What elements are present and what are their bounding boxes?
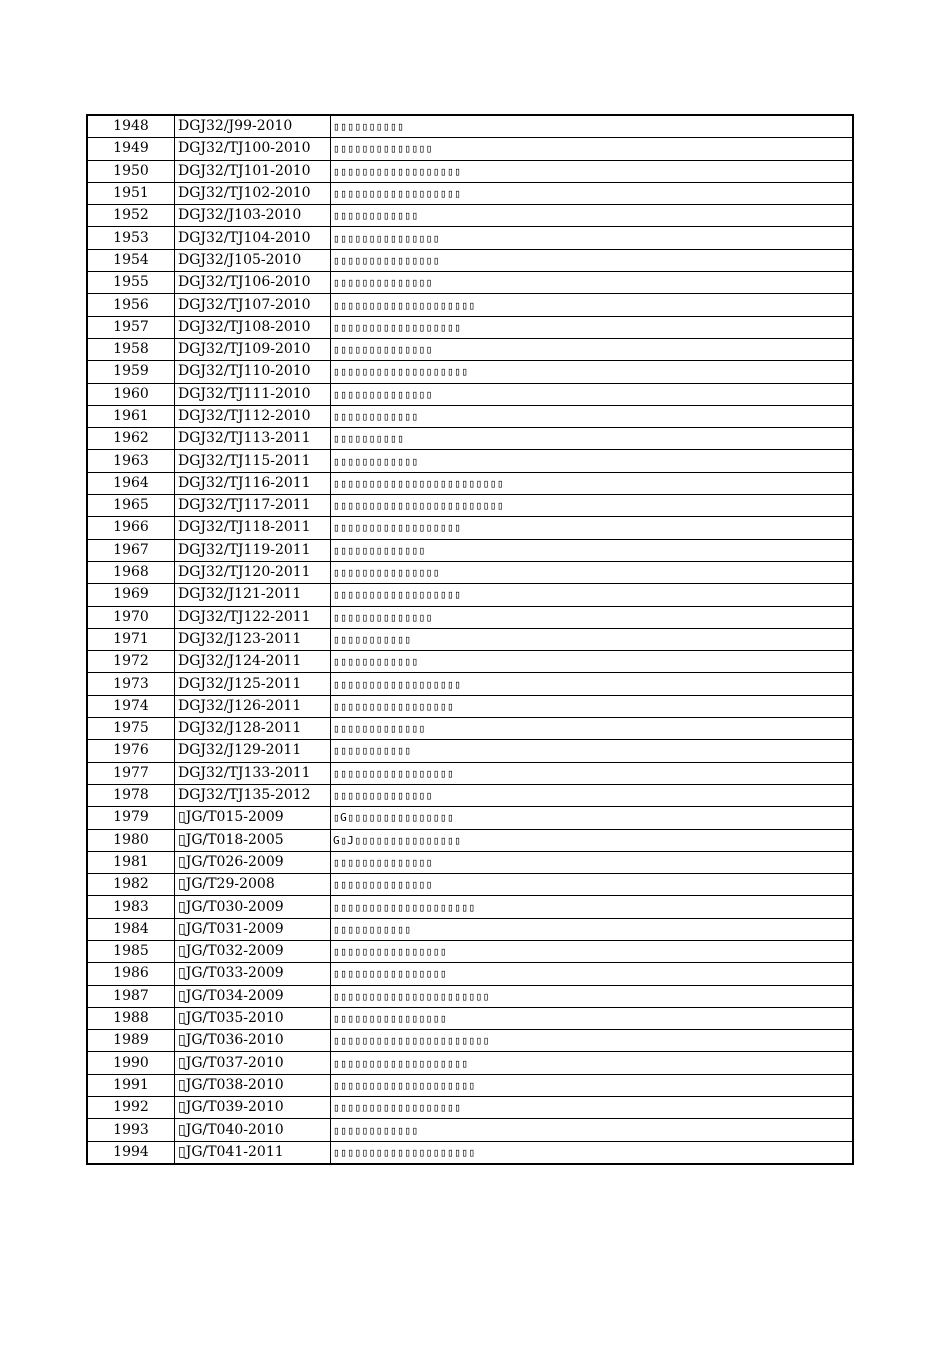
table-row xyxy=(87,1074,853,1096)
standard-name-cell: ▯▯▯▯▯▯▯▯▯▯▯▯▯▯▯▯▯▯▯▯▯▯ xyxy=(331,1030,854,1052)
table-row xyxy=(87,940,853,962)
row-number-cell: 1985 xyxy=(87,940,175,962)
table-row xyxy=(87,405,853,427)
standard-code-cell: DGJ32/TJ104-2010 xyxy=(175,227,331,249)
row-number-cell: 1979 xyxy=(87,807,175,829)
standard-name-cell: ▯▯▯▯▯▯▯▯▯▯▯▯▯▯▯▯▯▯ xyxy=(331,584,854,606)
table-row xyxy=(87,718,853,740)
standard-name-cell: ▯▯▯▯▯▯▯▯▯▯▯ xyxy=(331,918,854,940)
row-number-cell: 1987 xyxy=(87,985,175,1007)
table-row xyxy=(87,784,853,806)
table-row xyxy=(87,561,853,583)
table-row xyxy=(87,361,853,383)
row-number-cell: 1981 xyxy=(87,851,175,873)
standard-code-cell: DGJ32/TJ101-2010 xyxy=(175,160,331,182)
table-row xyxy=(87,115,853,138)
standard-name-cell: ▯▯▯▯▯▯▯▯▯▯▯▯ xyxy=(331,205,854,227)
row-number-cell: 1990 xyxy=(87,1052,175,1074)
standard-code-cell: DGJ32/J99-2010 xyxy=(175,115,331,138)
standard-code-cell: DGJ32/J129-2011 xyxy=(175,740,331,762)
table-row xyxy=(87,651,853,673)
standard-code-cell: DGJ32/TJ106-2010 xyxy=(175,272,331,294)
standard-code-cell: ▯JG/T015-2009 xyxy=(175,807,331,829)
table-row xyxy=(87,338,853,360)
row-number-cell: 1992 xyxy=(87,1097,175,1119)
row-number-cell: 1991 xyxy=(87,1074,175,1096)
row-number-cell: 1963 xyxy=(87,450,175,472)
row-number-cell: 1960 xyxy=(87,383,175,405)
standard-code-cell: DGJ32/J125-2011 xyxy=(175,673,331,695)
table-row xyxy=(87,495,853,517)
row-number-cell: 1978 xyxy=(87,784,175,806)
table-row xyxy=(87,918,853,940)
standard-code-cell: ▯JG/T038-2010 xyxy=(175,1074,331,1096)
row-number-cell: 1958 xyxy=(87,338,175,360)
standards-table-body xyxy=(87,115,853,1164)
standard-name-cell: ▯▯▯▯▯▯▯▯▯▯▯▯▯▯▯▯▯▯▯▯▯▯▯▯ xyxy=(331,495,854,517)
table-row xyxy=(87,807,853,829)
standard-code-cell: DGJ32/J128-2011 xyxy=(175,718,331,740)
row-number-cell: 1984 xyxy=(87,918,175,940)
row-number-cell: 1993 xyxy=(87,1119,175,1141)
standard-code-cell: DGJ32/TJ110-2010 xyxy=(175,361,331,383)
row-number-cell: 1986 xyxy=(87,963,175,985)
table-row xyxy=(87,628,853,650)
standard-name-cell: ▯▯▯▯▯▯▯▯▯▯▯▯▯▯▯▯▯▯ xyxy=(331,673,854,695)
standard-code-cell: ▯JG/T039-2010 xyxy=(175,1097,331,1119)
standard-name-cell: ▯▯▯▯▯▯▯▯▯▯▯▯▯▯▯ xyxy=(331,227,854,249)
standard-name-cell: ▯▯▯▯▯▯▯▯▯▯▯▯▯▯▯▯▯▯▯▯ xyxy=(331,1074,854,1096)
table-row xyxy=(87,272,853,294)
table-row xyxy=(87,695,853,717)
table-row xyxy=(87,294,853,316)
standard-code-cell: DGJ32/TJ122-2011 xyxy=(175,606,331,628)
row-number-cell: 1982 xyxy=(87,874,175,896)
row-number-cell: 1961 xyxy=(87,405,175,427)
standard-name-cell: ▯▯▯▯▯▯▯▯▯▯▯▯▯▯▯▯▯▯▯▯ xyxy=(331,1141,854,1164)
table-row xyxy=(87,1097,853,1119)
table-row xyxy=(87,985,853,1007)
standard-code-cell: ▯JG/T034-2009 xyxy=(175,985,331,1007)
standard-code-cell: DGJ32/J121-2011 xyxy=(175,584,331,606)
standard-code-cell: DGJ32/TJ116-2011 xyxy=(175,472,331,494)
standards-table xyxy=(86,114,854,1165)
standard-name-cell: ▯▯▯▯▯▯▯▯▯▯▯▯▯▯ xyxy=(331,874,854,896)
standard-code-cell: DGJ32/TJ102-2010 xyxy=(175,182,331,204)
table-row xyxy=(87,316,853,338)
standard-name-cell: ▯▯▯▯▯▯▯▯▯▯▯▯▯▯▯▯▯▯ xyxy=(331,1097,854,1119)
standard-name-cell: ▯▯▯▯▯▯▯▯▯▯▯▯▯▯▯▯▯▯▯▯ xyxy=(331,294,854,316)
row-number-cell: 1954 xyxy=(87,249,175,271)
standard-code-cell: DGJ32/TJ115-2011 xyxy=(175,450,331,472)
standard-name-cell: ▯▯▯▯▯▯▯▯▯▯▯▯ xyxy=(331,450,854,472)
row-number-cell: 1948 xyxy=(87,115,175,138)
standard-name-cell: ▯▯▯▯▯▯▯▯▯▯▯▯▯▯ xyxy=(331,606,854,628)
row-number-cell: 1980 xyxy=(87,829,175,851)
standard-name-cell: ▯▯▯▯▯▯▯▯▯▯▯▯▯▯▯▯▯▯▯ xyxy=(331,1052,854,1074)
row-number-cell: 1988 xyxy=(87,1007,175,1029)
table-row xyxy=(87,383,853,405)
standard-code-cell: ▯JG/T035-2010 xyxy=(175,1007,331,1029)
standard-code-cell: DGJ32/J123-2011 xyxy=(175,628,331,650)
row-number-cell: 1974 xyxy=(87,695,175,717)
table-row xyxy=(87,1141,853,1164)
row-number-cell: 1994 xyxy=(87,1141,175,1164)
table-row xyxy=(87,1119,853,1141)
table-row xyxy=(87,584,853,606)
table-row xyxy=(87,539,853,561)
table-row xyxy=(87,1052,853,1074)
standard-name-cell: ▯▯▯▯▯▯▯▯▯▯▯▯▯▯▯▯▯▯▯▯▯▯▯▯ xyxy=(331,472,854,494)
standard-name-cell: ▯▯▯▯▯▯▯▯▯▯▯▯▯▯▯▯▯▯ xyxy=(331,160,854,182)
row-number-cell: 1952 xyxy=(87,205,175,227)
row-number-cell: 1956 xyxy=(87,294,175,316)
row-number-cell: 1962 xyxy=(87,428,175,450)
standard-name-cell: ▯▯▯▯▯▯▯▯▯▯▯▯▯▯▯▯▯▯ xyxy=(331,316,854,338)
standard-code-cell: DGJ32/TJ119-2011 xyxy=(175,539,331,561)
standard-name-cell: ▯▯▯▯▯▯▯▯▯▯▯▯▯▯▯▯▯▯▯▯ xyxy=(331,896,854,918)
standard-name-cell: ▯▯▯▯▯▯▯▯▯▯▯▯▯▯▯▯ xyxy=(331,940,854,962)
row-number-cell: 1989 xyxy=(87,1030,175,1052)
standard-code-cell: DGJ32/J124-2011 xyxy=(175,651,331,673)
standard-name-cell: ▯▯▯▯▯▯▯▯▯▯▯▯▯▯▯▯▯▯▯▯▯▯ xyxy=(331,985,854,1007)
standard-code-cell: DGJ32/TJ118-2011 xyxy=(175,517,331,539)
standard-name-cell: ▯▯▯▯▯▯▯▯▯▯▯▯▯▯▯ xyxy=(331,561,854,583)
standard-name-cell: G▯J▯▯▯▯▯▯▯▯▯▯▯▯▯▯▯ xyxy=(331,829,854,851)
standard-name-cell: ▯▯▯▯▯▯▯▯▯▯▯▯▯▯ xyxy=(331,272,854,294)
table-row xyxy=(87,896,853,918)
row-number-cell: 1968 xyxy=(87,561,175,583)
standard-name-cell: ▯▯▯▯▯▯▯▯▯▯▯▯▯▯▯▯ xyxy=(331,1007,854,1029)
standard-name-cell: ▯▯▯▯▯▯▯▯▯▯▯▯▯▯▯▯ xyxy=(331,963,854,985)
table-row xyxy=(87,160,853,182)
row-number-cell: 1983 xyxy=(87,896,175,918)
row-number-cell: 1964 xyxy=(87,472,175,494)
table-row xyxy=(87,762,853,784)
standard-name-cell: ▯▯▯▯▯▯▯▯▯▯▯▯ xyxy=(331,651,854,673)
standard-code-cell: DGJ32/TJ107-2010 xyxy=(175,294,331,316)
standard-code-cell: ▯JG/T031-2009 xyxy=(175,918,331,940)
row-number-cell: 1965 xyxy=(87,495,175,517)
standard-name-cell: ▯▯▯▯▯▯▯▯▯▯▯▯▯▯▯▯▯▯ xyxy=(331,182,854,204)
standard-name-cell: ▯▯▯▯▯▯▯▯▯▯▯▯▯▯▯ xyxy=(331,249,854,271)
standard-name-cell: ▯G▯▯▯▯▯▯▯▯▯▯▯▯▯▯▯ xyxy=(331,807,854,829)
standard-code-cell: DGJ32/TJ109-2010 xyxy=(175,338,331,360)
standard-code-cell: ▯JG/T041-2011 xyxy=(175,1141,331,1164)
table-row xyxy=(87,740,853,762)
row-number-cell: 1972 xyxy=(87,651,175,673)
standard-name-cell: ▯▯▯▯▯▯▯▯▯▯▯▯▯▯▯▯▯▯▯ xyxy=(331,361,854,383)
standard-code-cell: DGJ32/TJ108-2010 xyxy=(175,316,331,338)
standard-name-cell: ▯▯▯▯▯▯▯▯▯▯▯▯▯▯ xyxy=(331,851,854,873)
standard-code-cell: DGJ32/J105-2010 xyxy=(175,249,331,271)
standard-code-cell: DGJ32/TJ112-2010 xyxy=(175,405,331,427)
row-number-cell: 1966 xyxy=(87,517,175,539)
table-row xyxy=(87,874,853,896)
standard-name-cell: ▯▯▯▯▯▯▯▯▯▯▯▯▯ xyxy=(331,718,854,740)
standard-name-cell: ▯▯▯▯▯▯▯▯▯▯▯▯▯ xyxy=(331,539,854,561)
row-number-cell: 1959 xyxy=(87,361,175,383)
standard-name-cell: ▯▯▯▯▯▯▯▯▯▯▯▯▯▯▯▯▯ xyxy=(331,762,854,784)
row-number-cell: 1950 xyxy=(87,160,175,182)
standard-name-cell: ▯▯▯▯▯▯▯▯▯▯ xyxy=(331,115,854,138)
row-number-cell: 1953 xyxy=(87,227,175,249)
standard-name-cell: ▯▯▯▯▯▯▯▯▯▯ xyxy=(331,428,854,450)
standard-name-cell: ▯▯▯▯▯▯▯▯▯▯▯▯ xyxy=(331,405,854,427)
standard-name-cell: ▯▯▯▯▯▯▯▯▯▯▯▯ xyxy=(331,1119,854,1141)
table-row xyxy=(87,472,853,494)
row-number-cell: 1973 xyxy=(87,673,175,695)
standard-code-cell: DGJ32/TJ120-2011 xyxy=(175,561,331,583)
table-row xyxy=(87,829,853,851)
standard-code-cell: ▯JG/T036-2010 xyxy=(175,1030,331,1052)
row-number-cell: 1955 xyxy=(87,272,175,294)
row-number-cell: 1971 xyxy=(87,628,175,650)
table-row xyxy=(87,606,853,628)
row-number-cell: 1967 xyxy=(87,539,175,561)
row-number-cell: 1969 xyxy=(87,584,175,606)
standard-name-cell: ▯▯▯▯▯▯▯▯▯▯▯▯▯▯▯▯▯▯ xyxy=(331,517,854,539)
standard-name-cell: ▯▯▯▯▯▯▯▯▯▯▯▯▯▯ xyxy=(331,784,854,806)
standard-code-cell: ▯JG/T032-2009 xyxy=(175,940,331,962)
table-row xyxy=(87,1007,853,1029)
standard-name-cell: ▯▯▯▯▯▯▯▯▯▯▯▯▯▯ xyxy=(331,338,854,360)
standard-code-cell: ▯JG/T040-2010 xyxy=(175,1119,331,1141)
standard-code-cell: DGJ32/J103-2010 xyxy=(175,205,331,227)
row-number-cell: 1949 xyxy=(87,138,175,160)
standard-name-cell: ▯▯▯▯▯▯▯▯▯▯▯▯▯▯ xyxy=(331,383,854,405)
standard-name-cell: ▯▯▯▯▯▯▯▯▯▯▯▯▯▯▯▯▯ xyxy=(331,695,854,717)
standard-code-cell: DGJ32/TJ117-2011 xyxy=(175,495,331,517)
standard-code-cell: DGJ32/TJ100-2010 xyxy=(175,138,331,160)
table-row xyxy=(87,1030,853,1052)
table-row xyxy=(87,249,853,271)
table-row xyxy=(87,182,853,204)
table-row xyxy=(87,851,853,873)
standard-name-cell: ▯▯▯▯▯▯▯▯▯▯▯ xyxy=(331,740,854,762)
table-row xyxy=(87,428,853,450)
standard-code-cell: DGJ32/TJ133-2011 xyxy=(175,762,331,784)
standard-code-cell: DGJ32/TJ135-2012 xyxy=(175,784,331,806)
row-number-cell: 1970 xyxy=(87,606,175,628)
row-number-cell: 1976 xyxy=(87,740,175,762)
table-row xyxy=(87,450,853,472)
standard-name-cell: ▯▯▯▯▯▯▯▯▯▯▯ xyxy=(331,628,854,650)
standard-name-cell: ▯▯▯▯▯▯▯▯▯▯▯▯▯▯ xyxy=(331,138,854,160)
row-number-cell: 1977 xyxy=(87,762,175,784)
standard-code-cell: DGJ32/TJ111-2010 xyxy=(175,383,331,405)
standard-code-cell: ▯JG/T037-2010 xyxy=(175,1052,331,1074)
table-row xyxy=(87,963,853,985)
standard-code-cell: ▯JG/T033-2009 xyxy=(175,963,331,985)
standard-code-cell: ▯JG/T29-2008 xyxy=(175,874,331,896)
table-row xyxy=(87,673,853,695)
standard-code-cell: DGJ32/J126-2011 xyxy=(175,695,331,717)
table-row xyxy=(87,227,853,249)
table-row xyxy=(87,517,853,539)
row-number-cell: 1951 xyxy=(87,182,175,204)
table-row xyxy=(87,205,853,227)
row-number-cell: 1975 xyxy=(87,718,175,740)
standard-code-cell: DGJ32/TJ113-2011 xyxy=(175,428,331,450)
standard-code-cell: ▯JG/T030-2009 xyxy=(175,896,331,918)
standard-code-cell: ▯JG/T018-2005 xyxy=(175,829,331,851)
row-number-cell: 1957 xyxy=(87,316,175,338)
table-row xyxy=(87,138,853,160)
standard-code-cell: ▯JG/T026-2009 xyxy=(175,851,331,873)
